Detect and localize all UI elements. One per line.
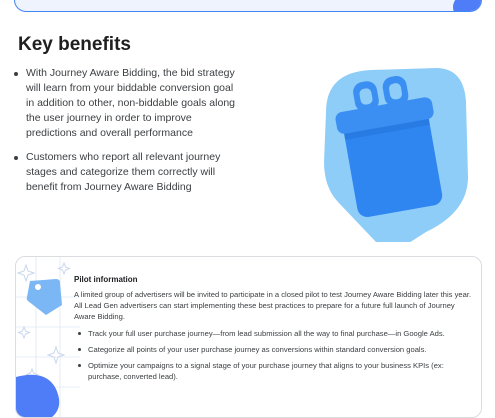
pilot-item: Categorize all points of your user purchase journey as conversions within standard conversion goals. [74,344,474,355]
pilot-list [74,328,474,383]
decorative-shape [16,375,59,417]
pilot-decoration [16,257,80,417]
benefit-list [14,66,244,204]
tag-icon [27,279,62,315]
pilot-card [15,256,482,418]
gift-illustration [286,42,486,242]
pilot-title: Pilot information [74,275,138,284]
pilot-item: Track your full user purchase journey—from lead submission all the way to final purchase—in Google Ads. [74,328,474,339]
benefit-item: Customers who report all relevant journey stages and categorize them correctly will benefit from Journey Aware Bidding [14,150,244,195]
pilot-intro: A limited group of advertisers will be invited to participate in a closed pilot to test Journey Aware Bidding later this year. All Lead Gen advertisers can start implementing these best practices to prepare for a future full launch of Journey Aware Bidding. [74,290,472,322]
benefit-item: With Journey Aware Bidding, the bid strategy will learn from your biddable conversion goal in addition to other, non-biddable goals along the user journey in order to improve predictions and overall performance [14,66,244,141]
top-card [14,0,482,12]
decorative-shape [453,0,482,12]
benefits-title: Key benefits [18,34,131,55]
pilot-content [74,275,474,387]
pilot-item: Optimize your campaigns to a signal stage of your purchase journey that aligns to your business KPIs (ex: purchase, converted lead). [74,360,474,382]
